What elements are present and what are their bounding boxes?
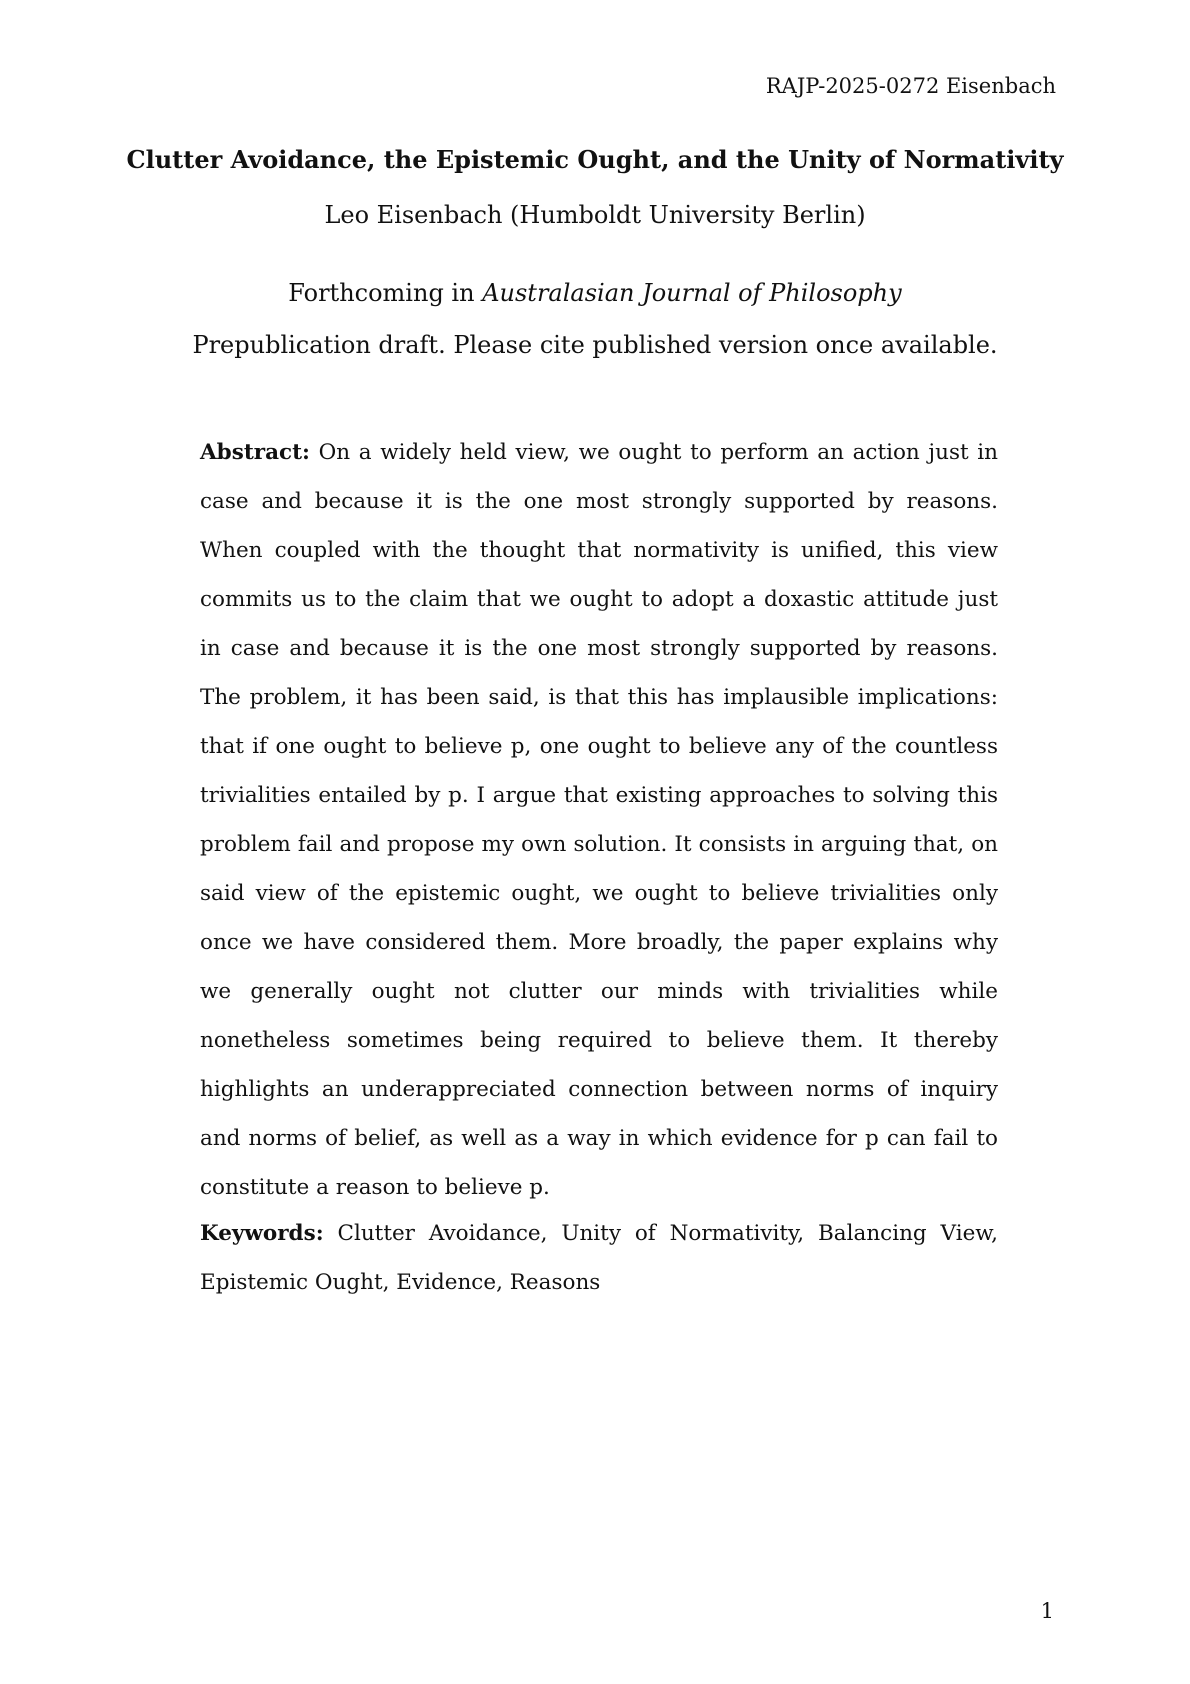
abstract-label: Abstract: bbox=[200, 440, 310, 465]
keywords-label: Keywords: bbox=[200, 1221, 324, 1246]
keywords-text: Clutter Avoidance, Unity of Normativity, Balancing View, Epistemic Ought, Evidence, Reasons bbox=[200, 1221, 998, 1295]
abstract-text: On a widely held view, we ought to perform an action just in case and because it is the one most strongly supported by reasons. When coupled with the thought that normativity is unified, this view commits us to the claim that we ought to adopt a doxastic attitude just in case and because it is the one most strongly supported by reasons. The problem, it has been said, is that this has implausible implications: that if one ought to believe p, one ought to believe any of the countless trivialities entailed by p. I argue that existing approaches to solving this problem fail and propose my own solution. It consists in arguing that, on said view of the epistemic ought, we ought to believe trivialities only once we have considered them. More broadly, the paper explains why we generally ought not clutter our minds with trivialities while nonetheless sometimes being required to believe them. It thereby highlights an underappreciated connection between norms of inquiry and norms of belief, as well as a way in which evidence for p can fail to constitute a reason to believe p. bbox=[200, 440, 998, 1200]
forthcoming-line bbox=[0, 277, 1190, 309]
abstract bbox=[200, 428, 998, 1212]
forthcoming-prefix: Forthcoming in bbox=[288, 279, 483, 307]
paper-title: Clutter Avoidance, the Epistemic Ought, and the Unity of Normativity bbox=[126, 145, 1064, 174]
author-affiliation: Leo Eisenbach (Humboldt University Berlin) bbox=[324, 201, 866, 229]
running-head: RAJP-2025-0272 Eisenbach bbox=[765, 74, 1056, 98]
prepublication-note: Prepublication draft. Please cite published version once available. bbox=[192, 331, 998, 359]
journal-name: Australasian Journal of Philosophy bbox=[482, 279, 902, 307]
keywords bbox=[200, 1209, 998, 1307]
page-number: 1 bbox=[1040, 1599, 1054, 1623]
